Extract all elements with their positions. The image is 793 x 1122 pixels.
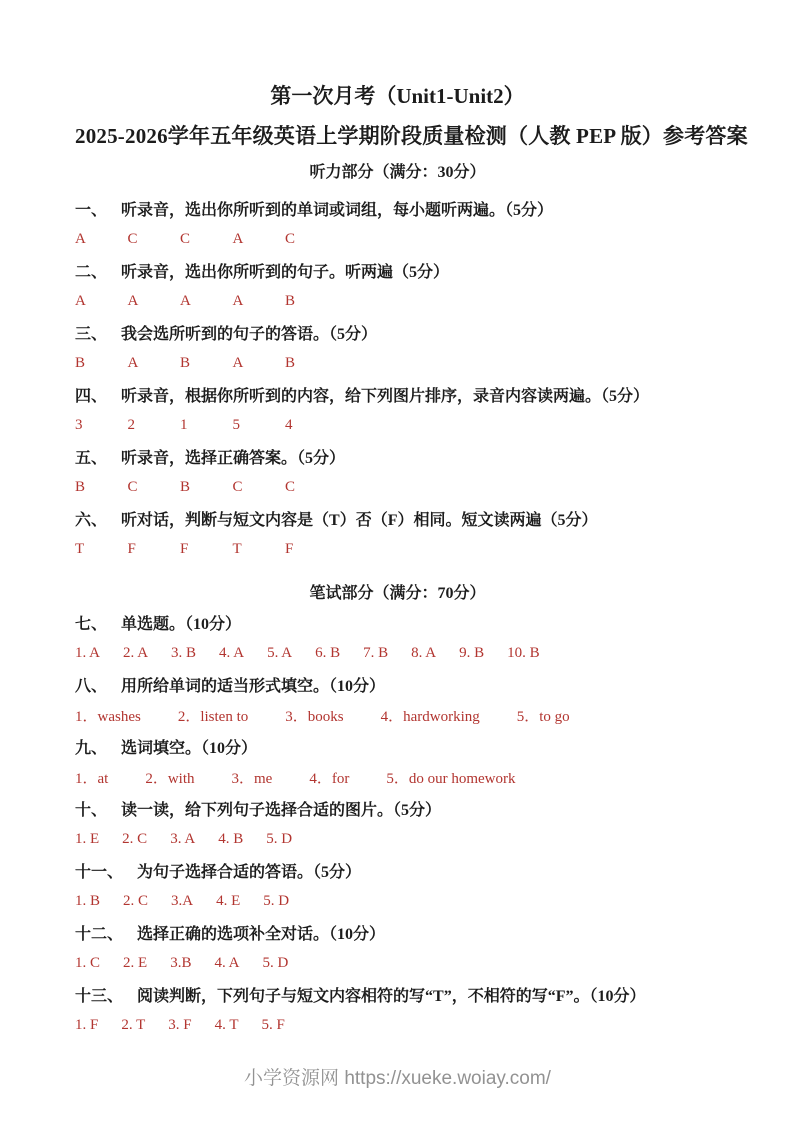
section-heading: [75, 441, 720, 472]
part-header: 笔试部分（满分：70分）: [309, 585, 486, 602]
section-marker: 十三、: [75, 988, 124, 1005]
answer-item: 1．at: [75, 771, 109, 787]
answer-row: [75, 762, 720, 793]
answer-item: B: [180, 479, 191, 495]
section-heading: [75, 731, 720, 762]
answer-row: [75, 1010, 720, 1041]
answer-row: [75, 224, 720, 255]
section-title: 听录音，选出你所听到的单词或词组，每小题听两遍。（5分）: [121, 202, 554, 219]
section-heading: [75, 793, 720, 824]
answer-item: F: [180, 541, 189, 557]
section-marker: 七、: [75, 616, 108, 633]
answer-item: 4: [285, 417, 293, 433]
answer-item: 3. A: [170, 831, 196, 847]
answer-item: C: [127, 231, 138, 247]
section-marker: 十一、: [75, 864, 124, 881]
answer-item: F: [285, 541, 294, 557]
answer-item: 5: [232, 417, 240, 433]
answer-item: 4. A: [219, 645, 245, 661]
answer-item: 8. A: [411, 645, 437, 661]
answer-item: B: [180, 355, 191, 371]
answer-item: 4．hardworking: [380, 709, 480, 725]
section-marker: 九、: [75, 740, 108, 757]
answer-row: [75, 638, 720, 669]
answer-item: 2. E: [123, 955, 148, 971]
section-title: 听录音，根据你所听到的内容，给下列图片排序，录音内容读两遍。（5分）: [121, 388, 650, 405]
answer-item: 1．washes: [75, 709, 141, 725]
answer-item: 2. C: [123, 893, 149, 909]
answer-item: 4. B: [218, 831, 244, 847]
section-marker: 六、: [75, 512, 108, 529]
section-marker: 一、: [75, 202, 108, 219]
section-title: 用所给单词的适当形式填空。（10分）: [121, 678, 386, 695]
section-marker: 八、: [75, 678, 108, 695]
answer-item: C: [285, 479, 296, 495]
answer-blocks: [75, 193, 720, 1041]
answer-row: [75, 700, 720, 731]
answer-item: A: [232, 355, 244, 371]
section-title: 听录音，选择正确答案。（5分）: [121, 450, 346, 467]
section-heading: [75, 193, 720, 224]
answer-row: [75, 534, 720, 565]
answer-item: B: [75, 479, 86, 495]
answer-item: F: [127, 541, 136, 557]
answer-item: 4. T: [214, 1017, 239, 1033]
answer-row: [75, 948, 720, 979]
answer-item: 5. A: [267, 645, 293, 661]
answer-item: 5．to go: [516, 709, 570, 725]
answer-item: 1. C: [75, 955, 101, 971]
answer-row: [75, 824, 720, 855]
footer-credit: 小学资源网 https://xueke.woiay.com/: [244, 1068, 551, 1089]
answer-item: T: [75, 541, 85, 557]
answer-row: [75, 472, 720, 503]
answer-item: 2. C: [122, 831, 148, 847]
section-title: 选词填空。（10分）: [121, 740, 258, 757]
page-subtitle: 2025-2026学年五年级英语上学期阶段质量检测（人教 PEP 版）参考答案: [75, 124, 748, 148]
section-title: 听录音，选出你所听到的句子。听两遍（5分）: [121, 264, 450, 281]
answer-item: 4．for: [309, 771, 350, 787]
answer-item: A: [232, 293, 244, 309]
answer-item: 5. F: [261, 1017, 285, 1033]
answer-item: 2．with: [145, 771, 195, 787]
answer-row: [75, 886, 720, 917]
section-title: 选择正确的选项补全对话。（10分）: [137, 926, 386, 943]
answer-item: 1. B: [75, 893, 101, 909]
answer-item: 5. D: [266, 831, 293, 847]
section-heading: [75, 255, 720, 286]
section-title: 单选题。（10分）: [121, 616, 242, 633]
section-heading: [75, 503, 720, 534]
answer-item: 4. E: [216, 893, 241, 909]
answer-item: 1: [180, 417, 188, 433]
answer-item: 1. E: [75, 831, 100, 847]
section-heading: [75, 917, 720, 948]
answer-item: B: [75, 355, 86, 371]
answer-item: 5. D: [262, 955, 289, 971]
answer-item: 2. T: [121, 1017, 146, 1033]
answer-item: 3.B: [170, 955, 192, 971]
answer-item: A: [127, 293, 139, 309]
page-title: 第一次月考（Unit1-Unit2）: [270, 84, 525, 108]
section-title: 听对话，判断与短文内容是（T）否（F）相同。短文读两遍（5分）: [121, 512, 598, 529]
answer-item: C: [127, 479, 138, 495]
section-heading: [75, 855, 720, 886]
answer-item: 5．do our homework: [386, 771, 516, 787]
answer-item: 3. F: [168, 1017, 192, 1033]
answer-item: B: [285, 293, 296, 309]
answer-item: 3.A: [171, 893, 194, 909]
listening-part-header: 听力部分（满分：30分）: [309, 164, 486, 181]
section-heading: [75, 979, 720, 1010]
answer-item: 9. B: [459, 645, 485, 661]
answer-item: A: [75, 293, 86, 309]
answer-item: 3: [75, 417, 83, 433]
answer-item: 1. A: [75, 645, 101, 661]
answer-row: [75, 348, 720, 379]
answer-item: 2．listen to: [177, 709, 249, 725]
answer-item: 1. F: [75, 1017, 99, 1033]
answer-item: T: [232, 541, 242, 557]
answer-item: A: [127, 355, 139, 371]
answer-item: 2: [127, 417, 135, 433]
answer-item: 3. B: [171, 645, 197, 661]
section-marker: 四、: [75, 388, 108, 405]
section-marker: 十、: [75, 802, 108, 819]
answer-item: 3．me: [231, 771, 273, 787]
section-marker: 十二、: [75, 926, 124, 943]
answer-item: C: [285, 231, 296, 247]
answer-row: [75, 410, 720, 441]
answer-item: C: [180, 231, 191, 247]
section-title: 读一读，给下列句子选择合适的图片。（5分）: [121, 802, 442, 819]
answer-item: 3．books: [285, 709, 344, 725]
answer-item: 6. B: [315, 645, 341, 661]
answer-item: 10. B: [507, 645, 540, 661]
answer-item: 5. D: [263, 893, 290, 909]
answer-item: 7. B: [363, 645, 389, 661]
section-heading: [75, 317, 720, 348]
section-title: 阅读判断，下列句子与短文内容相符的写“T”，不相符的写“F”。（10分）: [137, 988, 646, 1005]
section-marker: 五、: [75, 450, 108, 467]
answer-item: A: [232, 231, 244, 247]
answer-item: 4. A: [214, 955, 240, 971]
section-marker: 二、: [75, 264, 108, 281]
section-heading: [75, 669, 720, 700]
answer-item: A: [75, 231, 86, 247]
section-marker: 三、: [75, 326, 108, 343]
section-heading: [75, 607, 720, 638]
answer-item: 2. A: [123, 645, 149, 661]
answer-row: [75, 286, 720, 317]
section-title: 为句子选择合适的答语。（5分）: [137, 864, 362, 881]
section-title: 我会选所听到的句子的答语。（5分）: [121, 326, 378, 343]
answer-item: A: [180, 293, 191, 309]
answer-item: C: [232, 479, 243, 495]
section-heading: [75, 379, 720, 410]
answer-item: B: [285, 355, 296, 371]
